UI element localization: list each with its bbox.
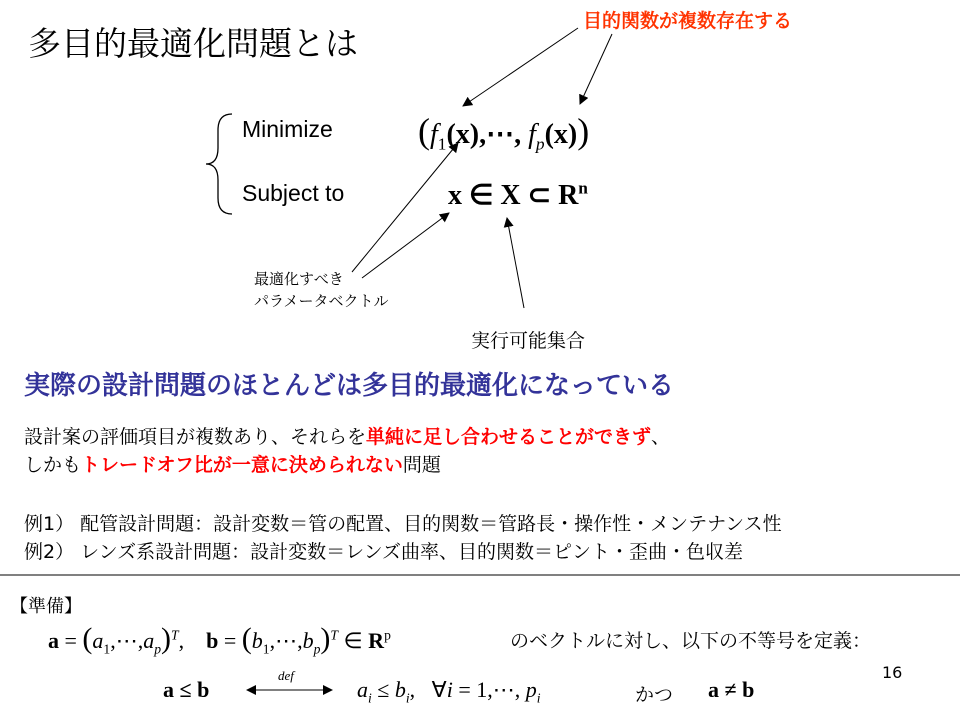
fp-subscript: p (535, 134, 545, 154)
slide-title: 多目的最適化問題とは (28, 24, 358, 63)
body-line-1 (24, 422, 670, 449)
body-text: しかも (24, 454, 82, 476)
callout-arrows (352, 28, 612, 308)
def-label: def (278, 668, 294, 683)
constraint-text: x ∈ X ⊂ R (448, 180, 579, 211)
fp-symbol: f (528, 119, 536, 150)
example-1: 例1） 配管設計問題：設計変数＝管の配置、目的関数＝管路長・操作性・メンテナンス性 (24, 513, 782, 535)
objective-vector: ($f_1(x),\cdots$, $f_p(x)$) (418, 111, 590, 154)
emphasis-text: トレードオフ比が一意に決められない (81, 454, 403, 476)
prep-text: のベクトルに対し、以下の不等号を定義： (510, 630, 872, 652)
example-2: 例2） レンズ系設計問題：設計変数＝レンズ曲率、目的関数＝ピント・歪曲・色収差 (24, 541, 744, 563)
label-subject-to: Subject to (242, 180, 345, 206)
section-heading: 実際の設計問題のほとんどは多目的最適化になっている (24, 371, 675, 401)
constraint-superscript: n (578, 178, 588, 198)
f1-subscript: 1 (437, 134, 447, 154)
relation-a-ne-b: a ≠ b (708, 677, 755, 702)
objective-end: (x) (544, 119, 578, 150)
body-text: 設計案の評価項目が複数あり、それらを (24, 426, 367, 448)
relation-a-le-b: a ≤ b (163, 677, 210, 702)
note-line: 最適化すべき (254, 270, 344, 288)
note-line: パラメータベクトル (254, 292, 389, 310)
objective-mid: (x),⋯, (446, 119, 522, 150)
note-parameter-vector (254, 268, 389, 312)
left-brace (206, 114, 232, 214)
vector-definitions: $a = (a_1,\cdots,a_p)^T$, $b = (b_1,\cdots,b_p)^T$ ∈ $R^p$ (48, 622, 391, 657)
f1-symbol: f (430, 119, 438, 150)
body-text: 問題 (402, 454, 441, 476)
relation-definition: $a_i \le b_i$, ∀i = 1,⋯, $p_i$ (357, 677, 541, 706)
prep-label: 【準備】 (10, 596, 82, 617)
note-feasible-set: 実行可能集合 (471, 330, 586, 352)
body-text: 、 (651, 426, 671, 448)
constraint-formula (448, 178, 588, 212)
callout-multiple-objectives: 目的関数が複数存在する (583, 10, 793, 32)
page-number: 16 (882, 663, 903, 682)
label-minimize: Minimize (242, 116, 333, 142)
body-line-2 (24, 450, 441, 477)
emphasis-text: 単純に足し合わせることができず (366, 426, 652, 448)
katsu-text: かつ (635, 684, 674, 706)
